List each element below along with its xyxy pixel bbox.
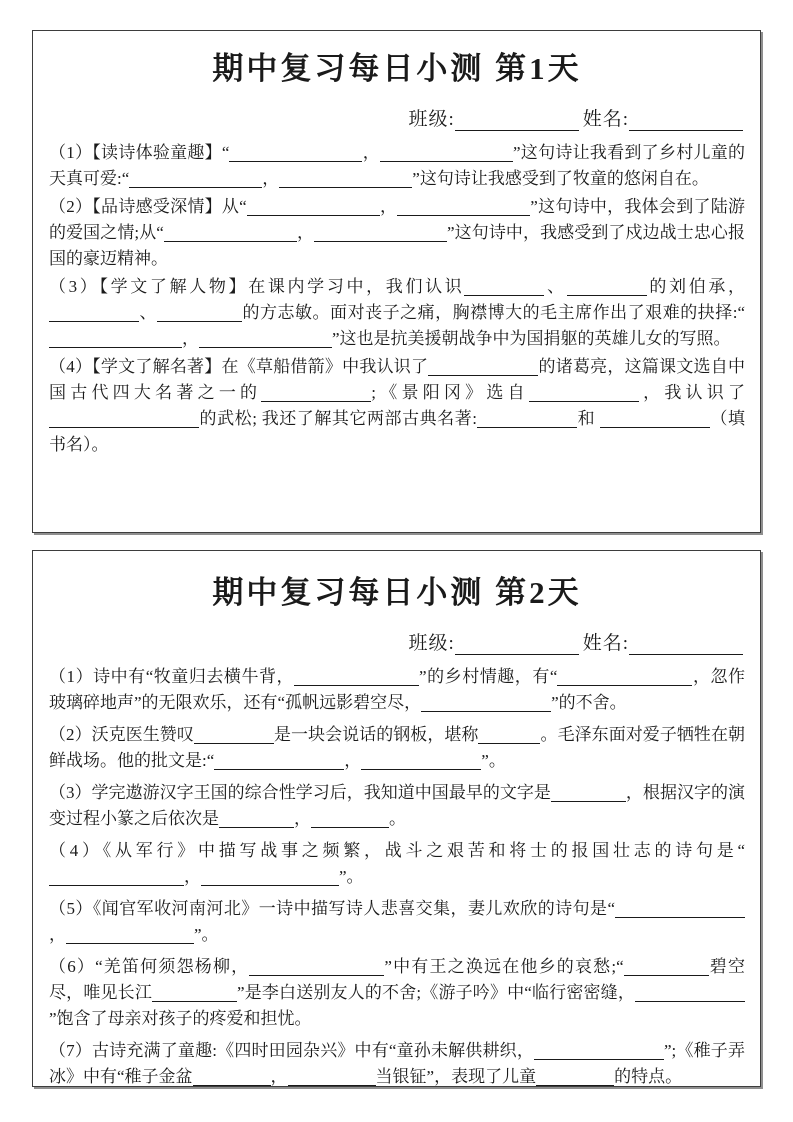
answer-blank xyxy=(478,726,540,744)
answer-blank xyxy=(624,958,709,976)
answer-blank xyxy=(288,1068,376,1086)
question xyxy=(49,140,745,192)
day1-name-label: 姓名: xyxy=(582,108,629,130)
question-text: （1）诗中有“牧童归去横牛背， xyxy=(49,666,295,686)
question xyxy=(49,274,745,352)
question xyxy=(49,954,745,1032)
question-text: ， xyxy=(270,1066,288,1086)
day1-card xyxy=(32,30,761,533)
answer-blank xyxy=(157,304,242,322)
question-text: （5）《闻官军收河南河北》一诗中描写诗人悲喜交集，妻儿欢欣的诗句是“ xyxy=(49,898,615,918)
answer-blank xyxy=(557,668,692,686)
answer-blank xyxy=(279,170,412,188)
question-text: ， xyxy=(262,168,280,188)
question-text: ”中有王之涣远在他乡的哀愁;“ xyxy=(384,956,624,976)
answer-blank xyxy=(600,410,710,428)
question xyxy=(49,664,745,716)
day2-card xyxy=(32,550,761,1087)
answer-blank xyxy=(421,694,551,712)
question-text: 和 xyxy=(577,408,600,428)
answer-blank xyxy=(464,278,544,296)
answer-blank xyxy=(529,384,639,402)
question-text: （1）【读诗体验童趣】“ xyxy=(49,142,230,162)
answer-blank xyxy=(536,1068,614,1086)
question-text: ”。 xyxy=(481,750,506,770)
question xyxy=(49,896,745,948)
question-text: ;《景阳冈》选自 xyxy=(371,382,529,402)
day1-id-row xyxy=(49,104,745,131)
question-text: ”的不舍。 xyxy=(551,692,627,712)
question-text: 、 xyxy=(139,302,158,322)
question-text: ， xyxy=(184,866,201,886)
question-text: ， xyxy=(362,142,380,162)
question-text: ， xyxy=(294,808,311,828)
question-text: ，我认识了 xyxy=(638,382,746,402)
day2-name-label: 姓名: xyxy=(582,632,629,654)
question-text: 是一块会说话的钢板，堪称 xyxy=(273,724,479,744)
answer-blank xyxy=(261,384,371,402)
question-text: （2）沃克医生赞叹 xyxy=(49,724,194,744)
question-text: 、 xyxy=(544,276,567,296)
day1-title: 期中复习每日小测 第1天 xyxy=(212,51,582,86)
answer-blank xyxy=(129,170,262,188)
question-text: ”这句诗让我看到了乡村儿童的天真可爱:“ xyxy=(49,142,745,188)
answer-blank xyxy=(49,868,184,886)
question-text: ，根据汉字的演变过程小篆之后依次是 xyxy=(49,782,746,828)
question-text: ， xyxy=(296,222,315,242)
answer-blank xyxy=(201,868,339,886)
day2-class-blank xyxy=(455,635,579,655)
question-text: 碧空尽，唯见长江 xyxy=(49,956,745,1002)
day2-name-blank xyxy=(629,635,743,655)
question-text: （3）学完遨游汉字王国的综合性学习后，我知道中国最早的文字是 xyxy=(49,782,551,802)
answer-blank xyxy=(380,144,513,162)
question-text: ，忽作玻璃碎地声”的无限欢乐，还有“孤帆远影碧空尽， xyxy=(49,666,746,712)
question xyxy=(49,1038,745,1087)
question-text: 。 xyxy=(389,808,406,828)
day2-class-label: 班级: xyxy=(408,632,455,654)
question xyxy=(49,838,745,890)
question-text: （4）《从军行》中描写战事之频繁，战斗之艰苦和将士的报国壮志的诗句是“ xyxy=(49,840,745,860)
question-text: ”这句诗中，我体会到了陆游的爱国之情;从“ xyxy=(49,196,745,242)
day2-title: 期中复习每日小测 第2天 xyxy=(212,575,582,610)
answer-blank xyxy=(229,144,362,162)
answer-blank xyxy=(193,1068,271,1086)
question xyxy=(49,780,745,832)
answer-blank xyxy=(477,410,577,428)
answer-blank xyxy=(567,278,647,296)
question-text: 。毛泽东面对爱子牺牲在朝鲜战场。他的批文是:“ xyxy=(49,724,746,770)
question-text: （4）【学文了解名著】在《草船借箭》中我认识了 xyxy=(49,356,429,376)
question-text: ”这句诗中，我感受到了戍边战士忠心报国的豪迈精神。 xyxy=(49,222,745,268)
question xyxy=(49,722,745,774)
answer-blank xyxy=(164,224,297,242)
question-text: ”这也是抗美援朝战争中为国捐躯的英雄儿女的写照。 xyxy=(332,328,731,348)
question-text: 当银钲”，表现了儿童 xyxy=(375,1066,537,1086)
question xyxy=(49,354,745,458)
answer-blank xyxy=(397,198,530,216)
question-text: ”饱含了母亲对孩子的疼爱和担忧。 xyxy=(49,1008,312,1028)
answer-blank xyxy=(152,984,237,1002)
question-text: （填书名）。 xyxy=(49,408,746,454)
day1-name-blank xyxy=(629,111,743,131)
question-text: 的诸葛亮，这篇课文选自中国古代四大名著之一的 xyxy=(49,356,746,402)
answer-blank xyxy=(49,330,182,348)
answer-blank xyxy=(49,304,139,322)
question-text: ”;《稚子弄冰》中有“稚子金盆 xyxy=(49,1040,745,1086)
answer-blank xyxy=(311,810,389,828)
day1-class-label: 班级: xyxy=(408,108,455,130)
question-text: （7）古诗充满了童趣:《四时田园杂兴》中有“童孙未解供耕织， xyxy=(49,1040,535,1060)
answer-blank xyxy=(635,984,745,1002)
question-text: ， xyxy=(379,196,398,216)
day1-class-blank xyxy=(455,111,579,131)
question-text: ”的乡村情趣，有“ xyxy=(419,666,558,686)
answer-blank xyxy=(361,752,481,770)
answer-blank xyxy=(194,726,274,744)
question xyxy=(49,194,745,272)
day1-questions xyxy=(49,140,745,458)
answer-blank xyxy=(428,358,538,376)
question-text: 的方志敏。面对丧子之痛，胸襟博大的毛主席作出了艰难的抉择:“ xyxy=(242,302,745,322)
question-text: 的武松; 我还了解其它两部古典名著: xyxy=(199,408,478,428)
question-text: 的特点。 xyxy=(614,1066,683,1086)
question-text: ”是李白送别友人的不舍;《游子吟》中“临行密密缝， xyxy=(237,982,635,1002)
answer-blank xyxy=(615,900,745,918)
question-text: 的刘伯承， xyxy=(646,276,746,296)
answer-blank xyxy=(219,810,294,828)
question-text: （2）【品诗感受深情】从“ xyxy=(49,196,247,216)
question-text: ， xyxy=(182,328,199,348)
answer-blank xyxy=(199,330,332,348)
answer-blank xyxy=(249,958,384,976)
day2-questions xyxy=(49,664,745,1087)
answer-blank xyxy=(214,752,344,770)
question-text: ”。 xyxy=(194,924,219,944)
answer-blank xyxy=(49,410,199,428)
day2-id-row xyxy=(49,628,745,655)
answer-blank xyxy=(551,784,626,802)
answer-blank xyxy=(534,1042,664,1060)
question-text: （6）“羌笛何须怨杨柳， xyxy=(49,956,250,976)
question-text: ， xyxy=(344,750,362,770)
question-text: （3）【学文了解人物】在课内学习中，我们认识 xyxy=(49,276,465,296)
question-text: ”这句诗让我感受到了牧童的悠闲自在。 xyxy=(412,168,709,188)
answer-blank xyxy=(247,198,380,216)
answer-blank xyxy=(66,926,194,944)
question-text: ”。 xyxy=(339,866,364,886)
answer-blank xyxy=(294,668,419,686)
question-text: ， xyxy=(49,924,66,944)
answer-blank xyxy=(314,224,447,242)
